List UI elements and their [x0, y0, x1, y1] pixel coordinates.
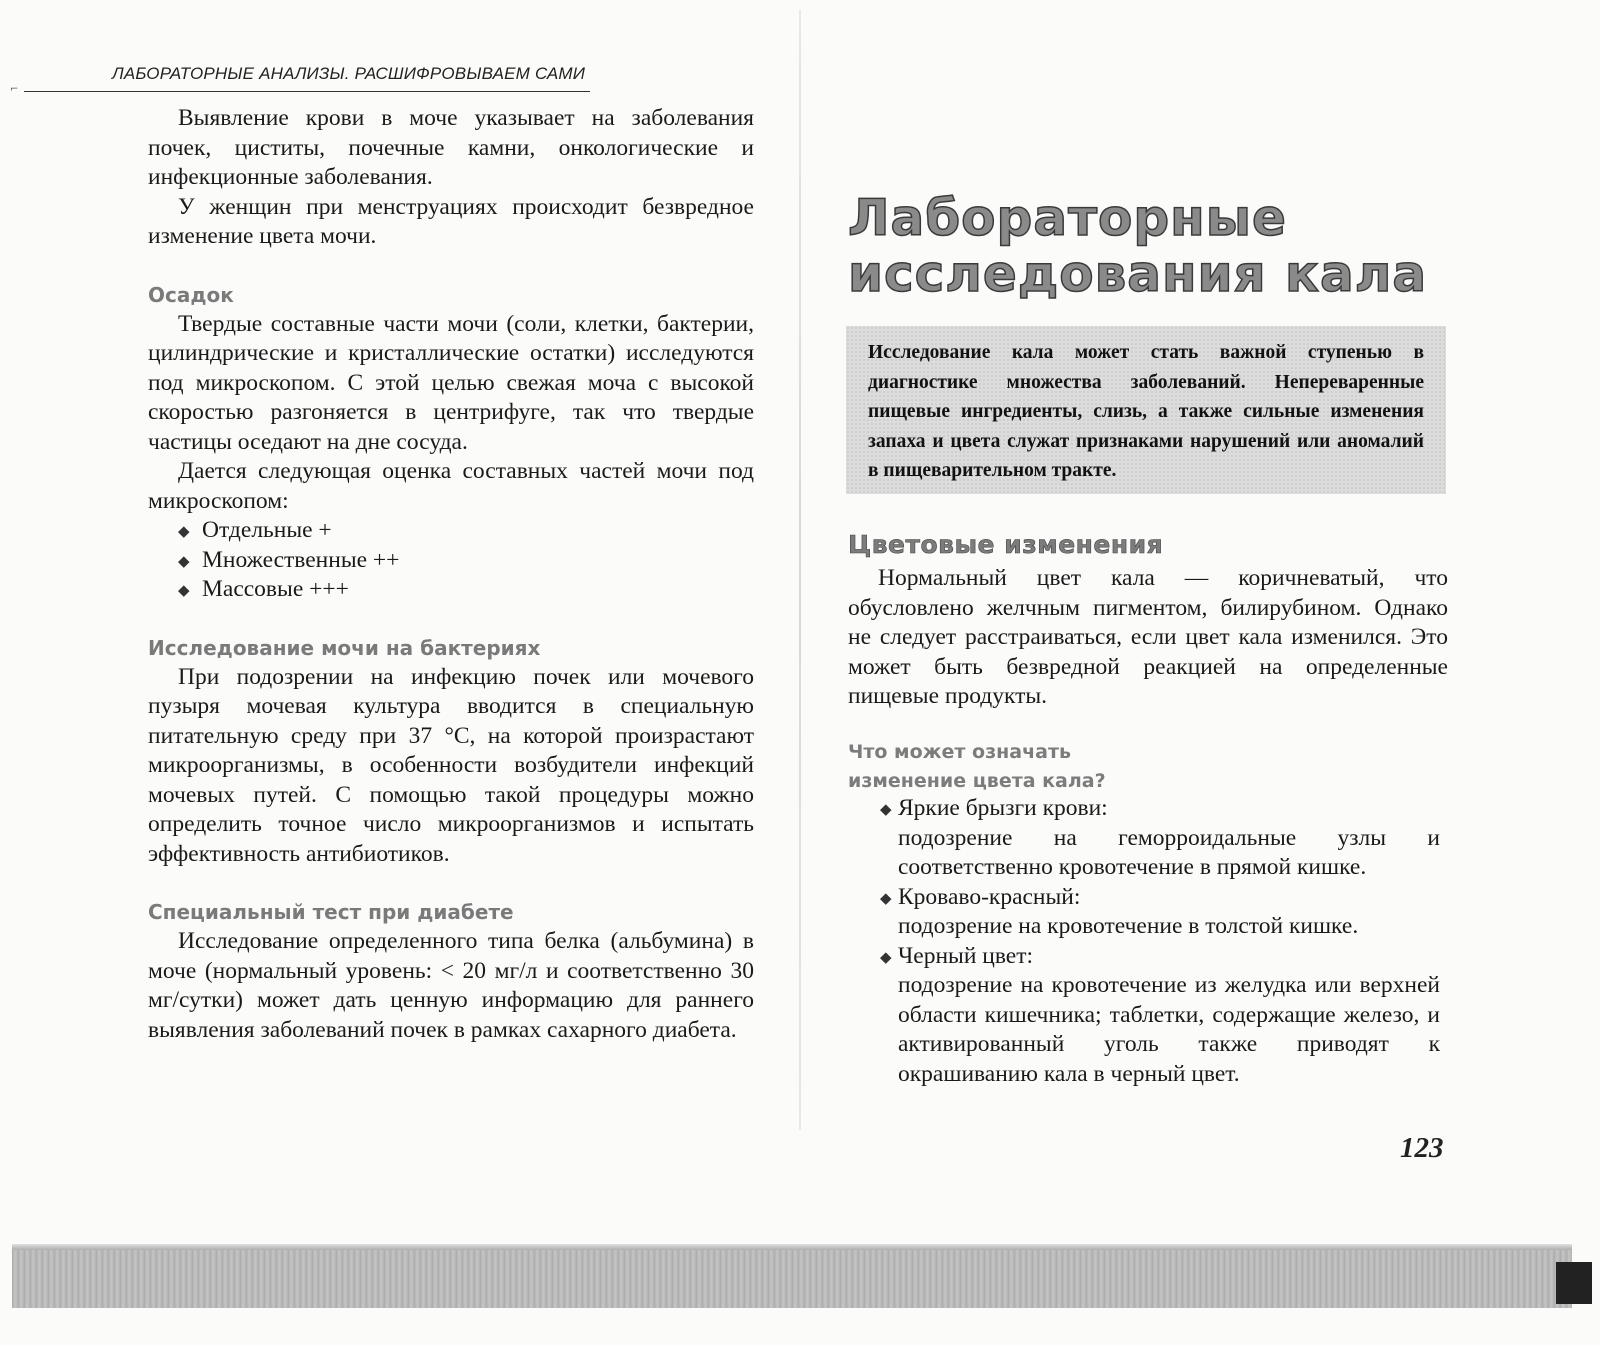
list-item: ◆ Массовые +++ [178, 576, 349, 602]
list-item-description: подозрение на кровотечение из желудка или верхней области кишечника; таблетки, содержащие железо, и активированный уголь также приводят к окрашиванию кала в черный цвет. [898, 972, 1440, 1087]
intro-box [846, 326, 1446, 494]
paragraph-bacteria: При подозрении на инфекцию почек или мочевого пузыря мочевая культура вводится в специальную питательную среду при 37 °С, на которой произрастают микроорганизмы, в особенности возбудители инфекций мочевых путей. С помощью такой процедуры можно определить точное число микроорганизмов и испытать эффективность антибиотиков. [148, 663, 754, 867]
book-corner-block [1556, 1262, 1592, 1304]
left-text-column [148, 104, 754, 1045]
sediment-bullet-list [148, 516, 754, 605]
list-item: ◆ Отдельные + [178, 517, 332, 543]
list-item: ◆ Кроваво-красный: [880, 883, 1081, 910]
right-page [800, 0, 1600, 1250]
paragraph-diabetes: Исследование определенного типа белка (альбумина) в моче (нормальный уровень: < 20 мг/л и соответственно 30 мг/сутки) может дать ценную информацию для раннего выявления заболеваний почек в рамках сахарного диабета. [148, 928, 754, 1043]
paragraph-women: У женщин при менструациях происходит безвредное изменение цвета мочи. [148, 193, 754, 249]
paragraph-osadok: Твердые составные части мочи (соли, клетки, бактерии, цилиндрические и кристаллические остатки) исследуются под микроскопом. С этой целью свежая моча с высокой скоростью разгоняется в центрифуге, так что твердые частицы оседают на дне сосуда. [148, 310, 754, 455]
heading-bacteria: Исследование мочи на бактериях [148, 635, 541, 660]
diamond-bullet-icon: ◆ [880, 947, 892, 966]
header-rule [24, 91, 590, 92]
list-item-description: подозрение на геморроидальные узлы и соответственно кровотечение в прямой кишке. [898, 824, 1440, 880]
question-line-1: Что может означать [848, 741, 1071, 763]
paragraph-color: Нормальный цвет кала — коричневатый, что обусловлено желчным пигментом, билирубином. Однако не следует расстраиваться, если цвет кала изменился. Это может быть безвредной реакцией на определенные пищевые продукты. [848, 565, 1448, 709]
page-number: 123 [1400, 1132, 1444, 1164]
page-edge-mark: ⌐ [10, 84, 19, 95]
heading-diabetes: Специальный тест при диабете [148, 900, 514, 924]
diamond-bullet-icon: ◆ [178, 581, 190, 599]
color-changes-body [848, 564, 1448, 712]
chapter-title: Лабораторные исследования кала [848, 189, 1428, 303]
diamond-bullet-icon: ◆ [880, 800, 892, 818]
list-item: ◆ Черный цвет: [880, 942, 1034, 969]
heading-color-changes: Цветовые изменения [848, 530, 1164, 559]
diamond-bullet-icon: ◆ [178, 522, 190, 540]
book-bottom-edge [12, 1250, 1572, 1308]
running-header: ЛАБОРАТОРНЫЕ АНАЛИЗЫ. РАСШИФРОВЫВАЕМ САМИ [112, 64, 586, 83]
left-page [0, 0, 800, 1250]
paragraph-osadok-evaluation: Дается следующая оценка составных частей мочи под микроскопом: [148, 458, 754, 514]
diamond-bullet-icon: ◆ [178, 551, 190, 570]
list-item: ◆ Множественные ++ [178, 546, 400, 573]
color-meaning-list [880, 794, 1440, 1089]
heading-osadok: Осадок [148, 282, 234, 307]
intro-text: Исследование кала может стать важной ступенью в диагностике множества заболеваний. Непереваренные пищевые ингредиенты, слизь, а также сильные изменения запаха и цвета служат признаками нарушений или аномалий в пищеварительном тракте. [868, 342, 1424, 481]
list-item: ◆ Яркие брызги крови: [880, 795, 1108, 821]
question-line-2: изменение цвета кала? [848, 770, 1106, 792]
question-heading [848, 738, 1348, 796]
list-item-description: подозрение на кровотечение в толстой кишке. [898, 913, 1359, 939]
paragraph-blood: Выявление крови в моче указывает на заболевания почек, циститы, почечные камни, онкологические и инфекционные заболевания. [148, 105, 754, 190]
diamond-bullet-icon: ◆ [880, 888, 892, 907]
